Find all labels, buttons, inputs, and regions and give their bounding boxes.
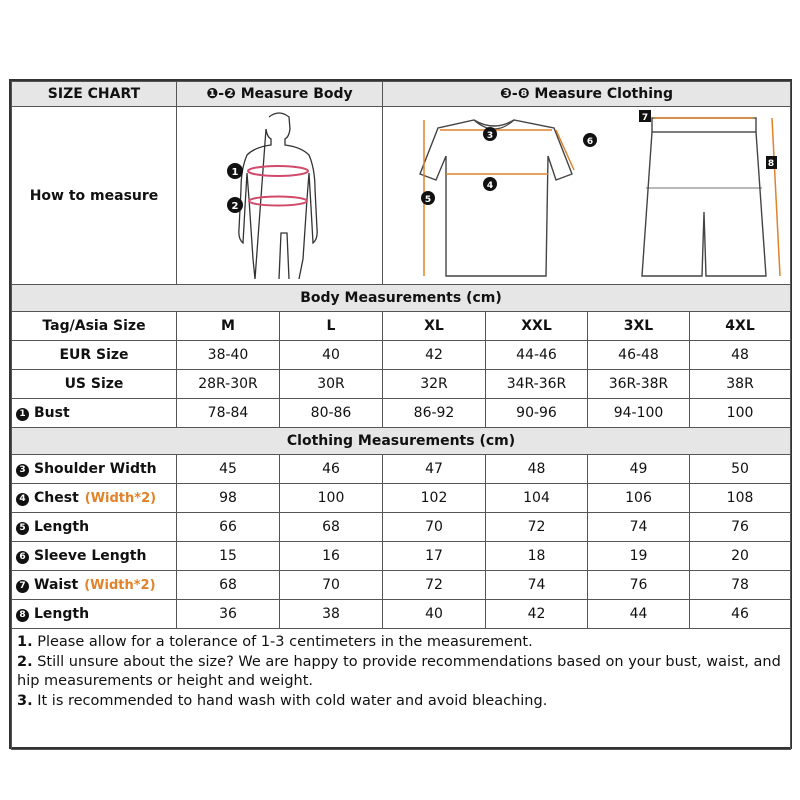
table-cell: 32R: [383, 370, 486, 399]
table-cell: 100: [690, 399, 791, 428]
table-cell: 16: [280, 542, 383, 571]
number-badge-icon: 7: [16, 580, 29, 593]
table-cell: 17: [383, 542, 486, 571]
notes-row: [12, 629, 791, 750]
row-label: 6 Sleeve Length: [12, 542, 177, 571]
shorts-icon: [639, 110, 780, 276]
shorts-length-row: [12, 600, 791, 629]
svg-text:3: 3: [486, 130, 494, 141]
table-cell: 38: [280, 600, 383, 629]
table-cell: 28R-30R: [177, 370, 280, 399]
svg-text:8: 8: [767, 158, 775, 169]
table-cell: 19: [588, 542, 690, 571]
illustration-row: [12, 107, 791, 285]
table-cell: 40: [383, 600, 486, 629]
table-cell: 48: [690, 341, 791, 370]
note-item: 2. Still unsure about the size? We are happy to provide recommendations based on your bust, waist, and hip measurements or height and weight.: [17, 653, 781, 689]
row-label: 8 Length: [12, 600, 177, 629]
table-cell: 30R: [280, 370, 383, 399]
measure-clothing-heading: ❸-❽ Measure Clothing: [383, 82, 791, 107]
row-label: 7 Waist (Width*2): [12, 571, 177, 600]
table-cell: 90-96: [486, 399, 588, 428]
tshirt-icon: [420, 120, 597, 276]
table-cell: 86-92: [383, 399, 486, 428]
table-cell: 36: [177, 600, 280, 629]
table-cell: 78-84: [177, 399, 280, 428]
measure-body-heading: ❶-❷ Measure Body: [177, 82, 383, 107]
table-cell: 47: [383, 455, 486, 484]
body-figure-icon: [197, 109, 362, 279]
row-label: EUR Size: [12, 341, 177, 370]
sleeve-length-row: [12, 542, 791, 571]
table-cell: 102: [383, 484, 486, 513]
table-cell: 36R-38R: [588, 370, 690, 399]
header-row: [12, 82, 791, 107]
size-header-label: Tag/Asia Size: [12, 312, 177, 341]
table-cell: 68: [177, 571, 280, 600]
table-cell: 78: [690, 571, 791, 600]
body-section-title: Body Measurements (cm): [12, 285, 791, 312]
row-label: 5 Length: [12, 513, 177, 542]
row-label: US Size: [12, 370, 177, 399]
row-label: 3 Shoulder Width: [12, 455, 177, 484]
notes-block: [12, 629, 791, 750]
number-badge-icon: 1: [16, 408, 29, 421]
clothing-section-title: Clothing Measurements (cm): [12, 428, 791, 455]
table-cell: 50: [690, 455, 791, 484]
svg-text:1: 1: [231, 166, 239, 178]
chest-row: [12, 484, 791, 513]
svg-text:7: 7: [641, 112, 649, 123]
width-note: (Width*2): [84, 491, 157, 506]
body-illustration: [177, 107, 383, 285]
size-cell: XXL: [486, 312, 588, 341]
svg-text:6: 6: [586, 136, 594, 147]
size-chart: [9, 79, 792, 749]
size-cell: L: [280, 312, 383, 341]
svg-text:4: 4: [486, 180, 494, 191]
table-cell: 74: [486, 571, 588, 600]
size-header-row: [12, 312, 791, 341]
size-cell: 3XL: [588, 312, 690, 341]
number-badge-icon: 8: [16, 609, 29, 622]
us-size-row: [12, 370, 791, 399]
size-cell: M: [177, 312, 280, 341]
table-cell: 20: [690, 542, 791, 571]
row-label: 4 Chest (Width*2): [12, 484, 177, 513]
number-badge-icon: 6: [16, 551, 29, 564]
table-cell: 108: [690, 484, 791, 513]
number-badge-icon: 5: [16, 522, 29, 535]
width-note: (Width*2): [84, 578, 156, 593]
body-section-row: [12, 285, 791, 312]
bust-row: [12, 399, 791, 428]
table-cell: 76: [588, 571, 690, 600]
size-table: [11, 81, 791, 750]
table-cell: 104: [486, 484, 588, 513]
table-cell: 45: [177, 455, 280, 484]
table-cell: 72: [486, 513, 588, 542]
how-to-measure-label: How to measure: [12, 107, 177, 285]
size-cell: 4XL: [690, 312, 791, 341]
note-item: 3. It is recommended to hand wash with cold water and avoid bleaching.: [17, 692, 548, 709]
table-cell: 76: [690, 513, 791, 542]
table-cell: 34R-36R: [486, 370, 588, 399]
table-cell: 42: [383, 341, 486, 370]
size-cell: XL: [383, 312, 486, 341]
table-cell: 68: [280, 513, 383, 542]
size-chart-title: SIZE CHART: [12, 82, 177, 107]
table-cell: 18: [486, 542, 588, 571]
table-cell: 38-40: [177, 341, 280, 370]
table-cell: 44: [588, 600, 690, 629]
table-cell: 70: [280, 571, 383, 600]
note-item: 1. Please allow for a tolerance of 1-3 centimeters in the measurement.: [17, 634, 533, 650]
table-cell: 100: [280, 484, 383, 513]
table-cell: 98: [177, 484, 280, 513]
table-cell: 72: [383, 571, 486, 600]
table-cell: 70: [383, 513, 486, 542]
waist-row: [12, 571, 791, 600]
table-cell: 40: [280, 341, 383, 370]
table-cell: 38R: [690, 370, 791, 399]
shoulder-width-row: [12, 455, 791, 484]
table-cell: 80-86: [280, 399, 383, 428]
number-badge-icon: 4: [16, 493, 29, 506]
clothing-illustration: [383, 107, 791, 285]
table-cell: 74: [588, 513, 690, 542]
table-cell: 46: [690, 600, 791, 629]
clothing-section-row: [12, 428, 791, 455]
table-cell: 48: [486, 455, 588, 484]
table-cell: 106: [588, 484, 690, 513]
number-badge-icon: 3: [16, 464, 29, 477]
clothing-figures-icon: [384, 108, 789, 280]
table-cell: 44-46: [486, 341, 588, 370]
table-cell: 42: [486, 600, 588, 629]
table-cell: 66: [177, 513, 280, 542]
table-cell: 46: [280, 455, 383, 484]
table-cell: 15: [177, 542, 280, 571]
eur-size-row: [12, 341, 791, 370]
svg-text:2: 2: [231, 200, 239, 212]
shirt-length-row: [12, 513, 791, 542]
table-cell: 94-100: [588, 399, 690, 428]
table-cell: 46-48: [588, 341, 690, 370]
row-label: 1 Bust: [12, 399, 177, 428]
table-cell: 49: [588, 455, 690, 484]
svg-text:5: 5: [424, 194, 432, 205]
